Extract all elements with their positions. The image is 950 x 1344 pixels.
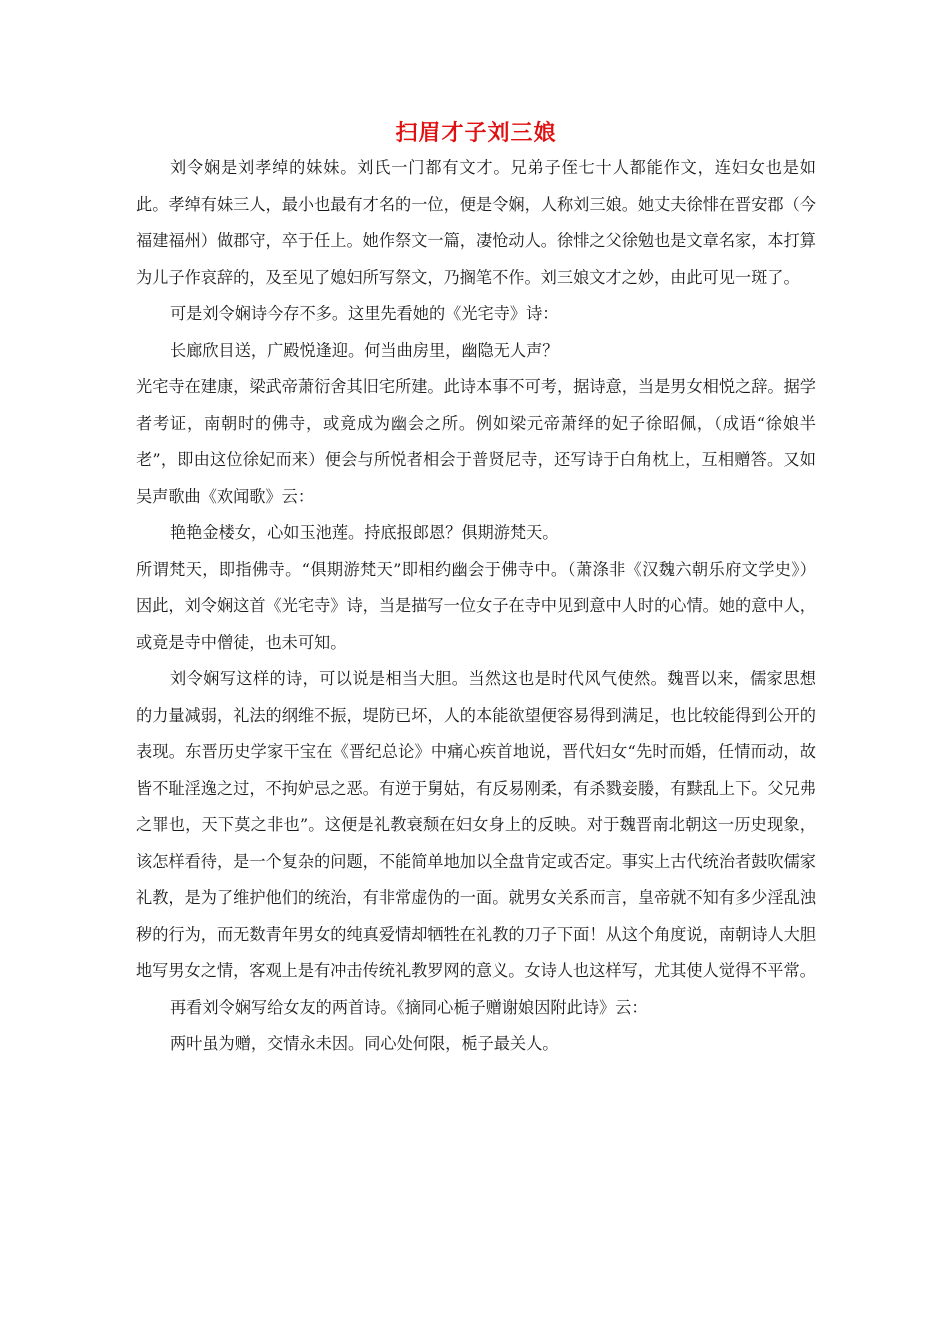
poem-gardenia: 两叶虽为赠，交情永未因。同心处何限，栀子最关人。 xyxy=(170,1034,559,1053)
document-title: 扫眉才子刘三娘 xyxy=(395,120,557,146)
document-page xyxy=(136,118,816,1063)
poem-huanwen-song: 艳艳金楼女，心如玉池莲。持底报郎恩？俱期游梵天。 xyxy=(170,523,559,542)
paragraph-historical-context: 刘令娴写这样的诗，可以说是相当大胆。当然这也是时代风气使然。魏晋以来，儒家思想的力量减弱，礼法的纲维不振，堤防已坏，人的本能欲望便容易得到满足，也比较能得到公开的表现。东晋历史学家干宝在《晋纪总论》中痛心疾首地说，晋代妇女“先时而婚，任情而动，故皆不耻淫逸之过，不拘妒忌之恶。有逆于舅姑，有反易刚柔，有杀戮妾媵，有黩乱上下。父兄弗之罪也，天下莫之非也”。这便是礼教衰颓在妇女身上的反映。对于魏晋南北朝这一历史现象，该怎样看待，是一个复杂的问题，不能简单地加以全盘肯定或否定。事实上古代统治者鼓吹儒家礼教，是为了维护他们的统治，有非常虚伪的一面。就男女关系而言，皇帝就不知有多少淫乱浊秽的行为，而无数青年男女的纯真爱情却牺牲在礼教的刀子下面！从这个角度说，南朝诗人大胆地写男女之情，客观上是有冲击传统礼教罗网的意义。女诗人也这样写，尤其使人觉得不平常。 xyxy=(136,669,816,980)
paragraph-friend-poems-intro: 再看刘令娴写给女友的两首诗。《摘同心栀子赠谢娘因附此诗》云： xyxy=(170,997,648,1017)
paragraph-fantian-commentary: 所谓梵天，即指佛寺。“俱期游梵天”即相约幽会于佛寺中。（萧涤非《汉魏六朝乐府文学史》）因此，刘令娴这首《光宅寺》诗，当是描写一位女子在寺中见到意中人时的心情。她的意中人，或竟是寺中僧徒，也未可知。 xyxy=(136,559,816,652)
poem-guangzhai-temple: 长廊欣目送，广殿悦逢迎。何当曲房里，幽隐无人声？ xyxy=(170,340,559,360)
paragraph-poem-intro: 可是刘令娴诗今存不多。这里先看她的《光宅寺》诗： xyxy=(170,304,559,323)
paragraph-guangzhai-commentary: 光宅寺在建康，梁武帝萧衍舍其旧宅所建。此诗本事不可考，据诗意，当是男女相悦之辞。据学者考证，南朝时的佛寺，或竟成为幽会之所。例如梁元帝萧绎的妃子徐昭佩，（成语“徐娘半老”，即由这位徐妃而来）便会与所悦者相会于普贤尼寺，还写诗于白角枕上，互相赠答。又如吴声歌曲《欢闻歌》云： xyxy=(136,377,816,506)
paragraph-intro: 刘令娴是刘孝绰的妹妹。刘氏一门都有文才。兄弟子侄七十人都能作文，连妇女也是如此。孝绰有妹三人，最小也最有才名的一位，便是令娴，人称刘三娘。她丈夫徐悱在晋安郡（今福建福州）做郡守，卒于任上。她作祭文一篇，凄怆动人。徐悱之父徐勉也是文章名家，本打算为儿子作哀辞的，及至见了媳妇所写祭文，乃搁笔不作。刘三娘文才之妙，由此可见一斑了。 xyxy=(136,158,816,287)
